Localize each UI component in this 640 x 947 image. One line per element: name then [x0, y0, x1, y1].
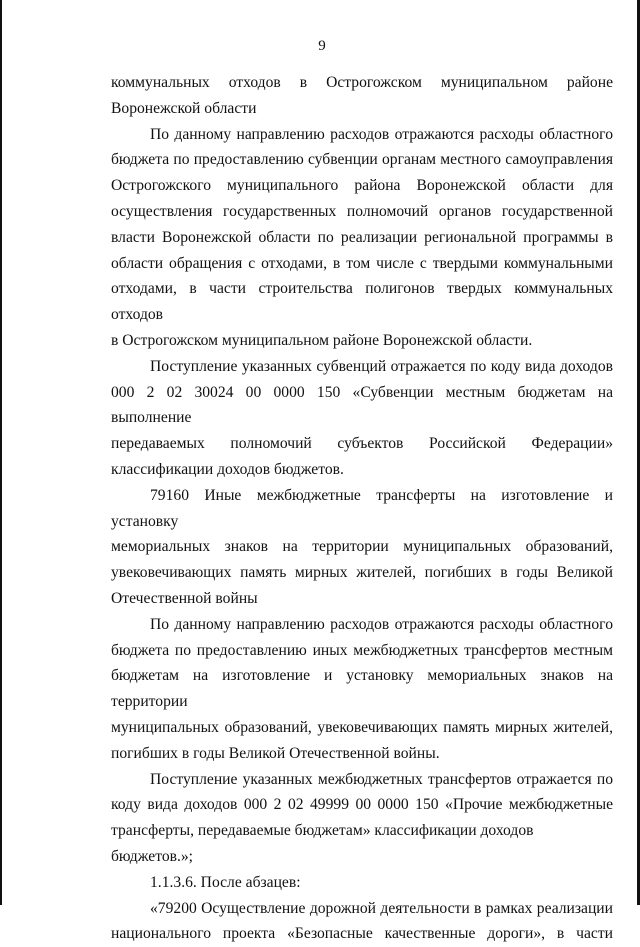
text-line: 000 2 02 30024 00 0000 150 «Субвенции местным бюджетам на выполнение [111, 380, 613, 432]
document-body [111, 70, 613, 947]
text-line: классификации доходов бюджетов. [111, 457, 613, 483]
page-number: 9 [2, 38, 640, 55]
text-line: 79160 Иные межбюджетные трансферты на изготовление и установку [111, 483, 613, 535]
paragraph-79160-title [111, 483, 613, 612]
paragraph-79200-title [111, 896, 613, 947]
text-line: коду вида доходов 000 2 02 49999 00 0000 150 «Прочие межбюджетные [111, 792, 613, 818]
text-line: осуществления государственных полномочий органов государственной [111, 199, 613, 225]
text-line: бюджета по предоставлению иных межбюджетных трансфертов местным [111, 638, 613, 664]
text-line: трансферты, передаваемые бюджетам» классификации доходов бюджетов.»; [111, 818, 613, 870]
paragraph-waste-description [111, 122, 613, 354]
text-line: погибших в годы Великой Отечественной войны. [111, 741, 613, 767]
paragraph-waste-title-continuation [111, 70, 613, 122]
text-line: увековечивающих память мирных жителей, погибших в годы Великой [111, 560, 613, 586]
text-line: По данному направлению расходов отражаются расходы областного [111, 612, 613, 638]
text-line: власти Воронежской области по реализации региональной программы в [111, 225, 613, 251]
text-line: Поступление указанных межбюджетных трансфертов отражается по [111, 767, 613, 793]
text-line: муниципальных образований, увековечивающих память мирных жителей, [111, 715, 613, 741]
text-line: Воронежской области [111, 96, 613, 122]
text-line: бюджета по предоставлению субвенции органам местного самоуправления [111, 147, 613, 173]
paragraph-79160-description [111, 612, 613, 767]
text-line: 1.1.3.6. После абзацев: [111, 870, 613, 896]
paragraph-transfers-income-code [111, 767, 613, 870]
text-line: в Острогожском муниципальном районе Воронежской области. [111, 328, 613, 354]
text-line: отходами, в части строительства полигонов твердых коммунальных отходов [111, 276, 613, 328]
text-line: коммунальных отходов в Острогожском муниципальном районе [111, 70, 613, 96]
text-line: Острогожского муниципального района Воронежской области для [111, 173, 613, 199]
text-line: Поступление указанных субвенций отражается по коду вида доходов [111, 354, 613, 380]
paragraph-clause-1-1-3-6 [111, 870, 613, 896]
paragraph-subvention-income-code [111, 354, 613, 483]
text-line: Отечественной войны [111, 586, 613, 612]
text-line: По данному направлению расходов отражаются расходы областного [111, 122, 613, 148]
text-line: передаваемых полномочий субъектов Российской Федерации» [111, 431, 613, 457]
text-line: национального проекта «Безопасные качественные дороги», в части [111, 921, 613, 947]
text-line: «79200 Осуществление дорожной деятельности в рамках реализации [111, 896, 613, 922]
text-line: мемориальных знаков на территории муниципальных образований, [111, 534, 613, 560]
text-line: области обращения с отходами, в том числе с твердыми коммунальными [111, 251, 613, 277]
text-line: бюджетам на изготовление и установку мемориальных знаков на территории [111, 663, 613, 715]
